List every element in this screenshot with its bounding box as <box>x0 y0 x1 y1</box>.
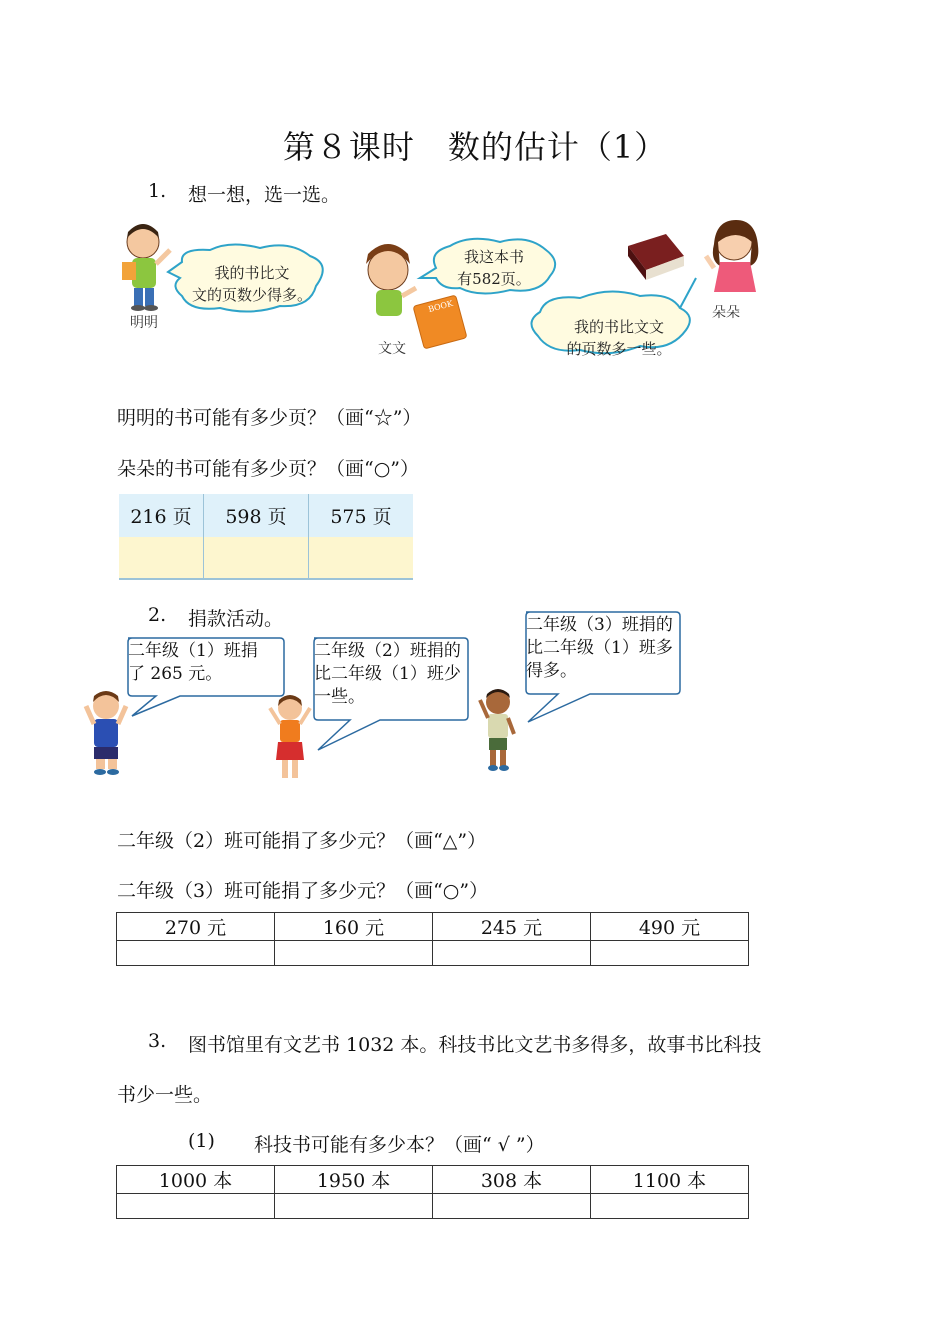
q1-option-2: 598 页 <box>204 494 309 537</box>
page-title: 第８课时 数的估计（1） <box>282 128 668 166</box>
q1-ask-2: 朵朵的书可能有多少页？（画“○”） <box>117 458 420 480</box>
q2-option-4: 490 元 <box>591 913 749 941</box>
q2-option-1: 270 元 <box>117 913 275 941</box>
q1-answer-cell-2[interactable] <box>204 537 309 580</box>
mingming-figure <box>122 224 170 311</box>
q1-number: 1. <box>148 180 167 202</box>
q3-option-4: 1100 本 <box>590 1166 748 1194</box>
q2-answer-table <box>116 912 749 966</box>
q1-answer-table <box>119 494 413 580</box>
bubble-3-text: 二年级（3）班捐的 比二年级（1）班多 得多。 <box>526 615 673 681</box>
q3-number: 3. <box>148 1030 167 1052</box>
q2-answer-cell-1[interactable] <box>117 941 275 966</box>
name-mingming: 明明 <box>130 315 158 331</box>
q3-answer-cell-2[interactable] <box>275 1194 433 1219</box>
q2-answer-cell-3[interactable] <box>433 941 591 966</box>
q2-answer-cell-2[interactable] <box>275 941 433 966</box>
book-label: BOOK <box>427 298 454 315</box>
q1-answer-cell-3[interactable] <box>309 537 413 580</box>
q3-answer-cell-4[interactable] <box>590 1194 748 1219</box>
q3-sub-prompt: 科技书可能有多少本？（画“ √ ”） <box>254 1134 545 1156</box>
q3-text-line-1: 图书馆里有文艺书 1032 本。科技书比文艺书多得多，故事书比科技 <box>188 1034 762 1056</box>
q2-ask-1: 二年级（2）班可能捐了多少元？（画“△”） <box>117 830 487 852</box>
q2-answer-cell-4[interactable] <box>591 941 749 966</box>
q2-number: 2. <box>148 604 167 626</box>
q3-option-1: 1000 本 <box>117 1166 275 1194</box>
name-wenwen: 文文 <box>378 341 406 357</box>
q1-answer-cell-1[interactable] <box>119 537 204 580</box>
q1-option-1: 216 页 <box>119 494 204 537</box>
q3-sub-number: (1) <box>188 1130 215 1152</box>
bubble-2-text: 二年级（2）班捐的 比二年级（1）班少 一些。 <box>314 641 461 707</box>
q3-text-line-2: 书少一些。 <box>117 1084 213 1106</box>
kid-1-figure <box>86 691 126 775</box>
q1-option-3: 575 页 <box>309 494 413 537</box>
q2-option-3: 245 元 <box>433 913 591 941</box>
q2-prompt: 捐款活动。 <box>188 608 284 630</box>
q3-answer-cell-3[interactable] <box>433 1194 591 1219</box>
q1-ask-1: 明明的书可能有多少页？（画“☆”） <box>117 407 422 429</box>
q3-answer-cell-1[interactable] <box>117 1194 275 1219</box>
q1-prompt: 想一想，选一选。 <box>188 184 341 206</box>
bubble-1-text: 二年级（1）班捐 了 265 元。 <box>128 641 258 684</box>
dark-book <box>628 234 684 280</box>
mingming-speech: 我的书比文 文的页数少得多。 <box>191 264 312 304</box>
duoduo-speech: 我的书比文文 的页数多一些。 <box>566 318 672 358</box>
q2-ask-2: 二年级（3）班可能捐了多少元？（画“○”） <box>117 880 489 902</box>
q1-table-bottom-border <box>119 578 413 580</box>
q3-option-2: 1950 本 <box>275 1166 433 1194</box>
kid-3-figure <box>480 689 514 771</box>
q2-option-2: 160 元 <box>275 913 433 941</box>
q3-option-3: 308 本 <box>433 1166 591 1194</box>
q3-answer-table <box>116 1165 749 1219</box>
duoduo-figure <box>706 220 758 292</box>
kid-2-figure <box>270 695 310 778</box>
name-duoduo: 朵朵 <box>712 305 740 321</box>
wenwen-speech: 我这本书 有582页。 <box>457 248 531 288</box>
